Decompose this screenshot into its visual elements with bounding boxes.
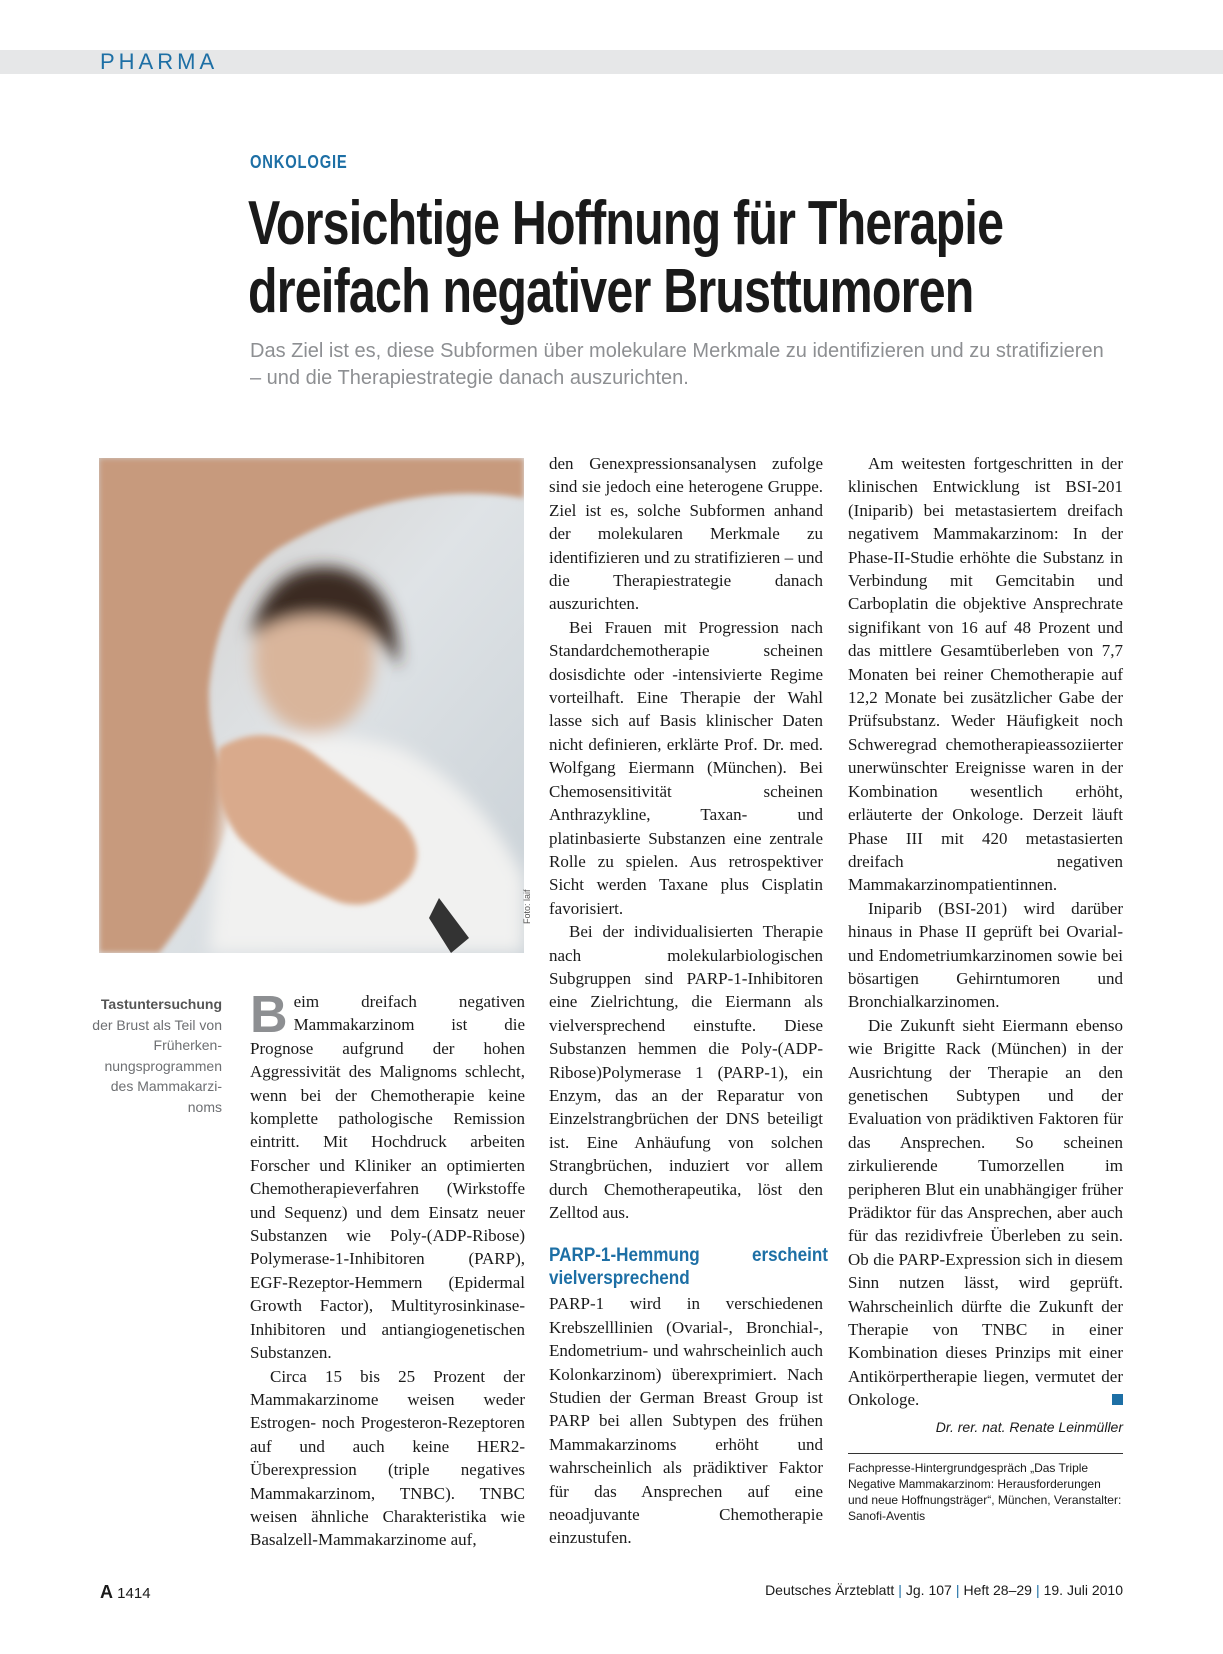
photo-illustration xyxy=(99,458,524,953)
journal-volume: Jg. 107 xyxy=(905,1582,952,1598)
section-label: PHARMA xyxy=(100,49,219,74)
paragraph-3: den Genexpressionsanalysen zufolge sind sie jedoch eine heterogene Gruppe. Ziel ist es, solche Subformen anhand der molekularen Merkmale zu identifizieren und zu stratifizieren – und die Therapiestrategie danach auszurichten. xyxy=(549,454,823,614)
journal-info: Deutsches Ärzteblatt | Jg. 107 | Heft 28–29 | 19. Juli 2010 xyxy=(765,1582,1123,1598)
paragraph-2: Circa 15 bis 25 Prozent der Mammakarzinome weisen weder Estrogen- noch Progesteron-Rezeptoren auf und auch keine HER2-Überexpression (triple negatives Mammakarzinom, TNBC). TNBC weisen ähnliche Charakteristika wie Basalzell-Mammakarzinome auf, xyxy=(250,1366,525,1550)
title-line-2: dreifach negativer Brusttumoren xyxy=(248,257,974,326)
column-2 xyxy=(549,452,828,1550)
page-prefix: A xyxy=(100,1582,113,1602)
dropcap: B xyxy=(250,986,288,1044)
subheading: PARP-1-Hemmung erscheint vielversprechend xyxy=(549,1245,828,1290)
article-photo xyxy=(99,458,524,953)
caption-bold: Tastuntersuchung xyxy=(100,996,222,1012)
column-1 xyxy=(250,986,525,1552)
caption-text: der Brust als Teil von Früherken-nungsprogrammen des Mammakarzi-noms xyxy=(92,1016,222,1115)
page-number xyxy=(100,1582,151,1603)
paragraph-7: Am weitesten fortgeschritten in der klinischen Entwicklung ist BSI-201 (Iniparib) bei metastasiertem dreifach negativem Mammakarzinom: In der Phase-II-Studie erhöhte die Substanz in Verbindung mit Gemcitabin und Carboplatin die objektive Ansprechrate signifikant von 16 auf 48 Prozent und das mittlere Gesamtüberleben von 7,7 Monaten bei reiner Chemotherapie auf 12,2 Monate bei zusätzlicher Gabe der Prüfsubstanz. Weder Häufigkeit noch Schweregrad chemotherapieassoziierter unerwünschter Ereignisse waren in der Kombination wesentlich erhöht, erläuterte der Onkologe. Derzeit läuft Phase III mit 420 metastasierten dreifach negativen Mammakarzinompatientinnen. xyxy=(848,454,1123,895)
page-footer xyxy=(100,1582,1123,1606)
end-mark-icon xyxy=(1112,1394,1123,1405)
paragraph-6: PARP-1 wird in verschiedenen Krebszelllinien (Ovarial-, Bronchial-, Endometrium- und wahrscheinlich auch Kolonkarzinom) überexprimiert. Nach Studien der German Breast Group ist PARP bei allen Subtypen des frühen Mammakarzinoms erhöht und wahrscheinlich als prädiktiver Faktor für das Ansprechen auf eine neoadjuvante Chemotherapie einzustufen. xyxy=(549,1294,823,1548)
page-number-value: 1414 xyxy=(117,1585,151,1602)
source-note: Fachpresse-Hintergrundgespräch „Das Triple Negative Mammakarzinom: Herausforderungen und neue Hoffnungsträger“, München, Veranstalter: Sanofi-Aventis xyxy=(848,1453,1123,1524)
paragraph-5: Bei der individualisierten Therapie nach molekularbiologischen Subgruppen sind PARP-1-Inhibitoren eine Zielrichtung, die Eiermann als vielversprechend einstufte. Diese Substanzen hemmen die Poly-(ADP-Ribose)Polymerase 1 (PARP-1), ein Enzym, das an der Reparatur von Einzelstrangbrüchen der DNS beteiligt ist. Eine Anhäufung von solchen Strangbrüchen, induziert vor allem durch Chemotherapeutika, löst den Zelltod aus. xyxy=(549,922,823,1222)
title-line-1: Vorsichtige Hoffnung für Therapie xyxy=(248,189,1004,258)
journal-issue: Heft 28–29 xyxy=(963,1582,1032,1598)
author: Dr. rer. nat. Renate Leinmüller xyxy=(935,1418,1123,1435)
column-3 xyxy=(848,452,1123,1524)
article-subtitle: Das Ziel ist es, diese Subformen über molekulare Merkmale zu identifizieren und zu stratifizieren – und die Therapiestrategie danach auszurichten. xyxy=(250,340,1104,389)
photo-caption xyxy=(90,994,222,1117)
photo-credit: Foto: laif xyxy=(522,889,532,924)
journal-date: 19. Juli 2010 xyxy=(1043,1582,1123,1598)
paragraph-1-text: eim dreifach negativen Mammakarzinom ist die Prognose aufgrund der hohen Aggressivität des Malignoms schlecht, wenn bei der Chemotherapie keine komplette pathologische Remission eintritt. Mit Hochdruck arbeiten Forscher und Kliniker an optimierten Chemotherapieverfahren (Wirkstoffe und Sequenz) und dem Einsatz neuer Substanzen wie Poly-(ADP-Ribose) Polymerase-1-Inhibitoren (PARP), EGF-Rezeptor-Hemmern (Epidermal Growth Factor), Multityrosinkinase-Inhibitoren und antiangiogenetischen Substanzen. xyxy=(250,992,525,1363)
paragraph-8: Iniparib (BSI-201) wird darüber hinaus in Phase II geprüft bei Ovarial- und Endometriumkarzinomen sowie bei bösartigen Gehirntumoren und Bronchialkarzinomen. xyxy=(848,898,1123,1012)
paragraph-9-text: Die Zukunft sieht Eiermann ebenso wie Brigitte Rack (München) in der Ausrichtung der Therapie an den genetischen Subtypen und der Evaluation von prädiktiven Faktoren für das Ansprechen. So scheinen zirkulierende Tumorzellen im peripheren Blut ein unabhängiger früher Prädiktor für das Ansprechen, aber auch für das rezidivfreie Überleben zu sein. Ob die PARP-Expression sich in diesem Sinn nutzen lässt, wird geprüft. Wahrscheinlich dürfte die Zukunft der Therapie von TNBC in einer Kombination dieses Prinzips mit einer Antikörpertherapie liegen, vermutet der Onkologe. xyxy=(848,1015,1123,1410)
journal-name: Deutsches Ärzteblatt xyxy=(765,1582,895,1598)
article-kicker: ONKOLOGIE xyxy=(250,152,348,172)
article-title xyxy=(248,190,1106,326)
paragraph-4: Bei Frauen mit Progression nach Standardchemotherapie scheinen dosisdichte oder -intensivierte Regime vorteilhaft. Eine Therapie der Wahl lasse sich auf Basis klinischer Daten nicht definieren, erklärte Prof. Dr. med. Wolfgang Eiermann (München). Bei Chemosensitivität scheinen Anthrazykline, Taxan- und platinbasierte Substanzen eine zentrale Rolle zu spielen. Aus retrospektiver Sicht werden Taxane plus Cisplatin favorisiert. xyxy=(549,617,823,918)
paragraph-1 xyxy=(250,986,525,1365)
paragraph-9 xyxy=(848,1014,1123,1412)
